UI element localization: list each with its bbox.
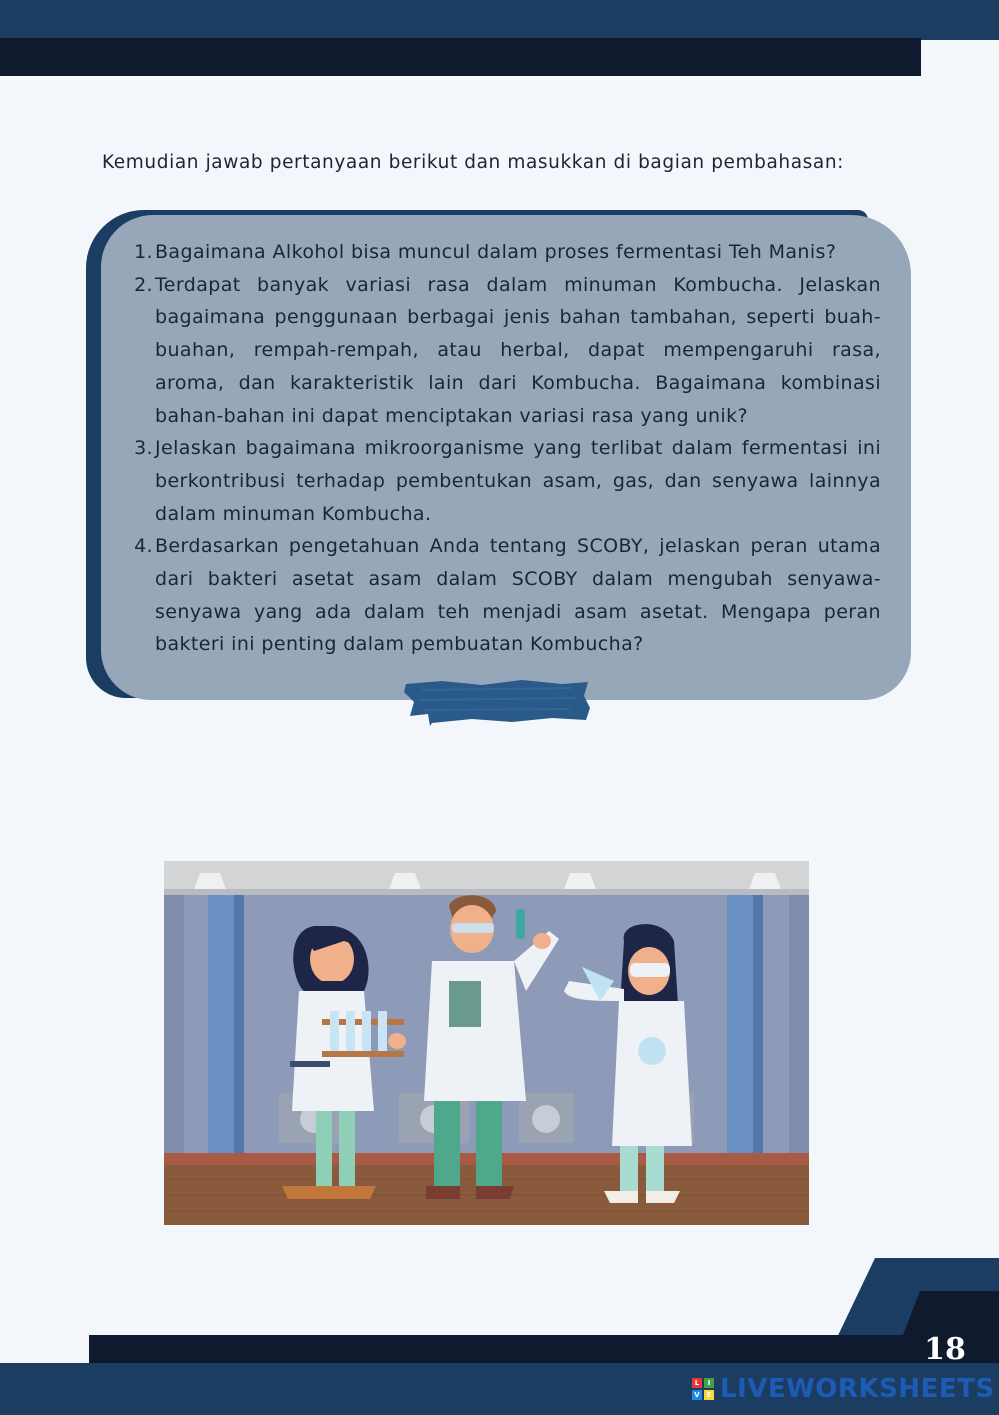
- tape-decoration: [402, 676, 592, 728]
- bottom-footer-bar: [89, 1335, 909, 1365]
- question-number: 3.: [134, 437, 153, 460]
- question-text: Jelaskan bagaimana mikroorganisme yang terlibat dalam fermentasi ini berkontribusi terhadap pembentukan asam, gas, dan senyawa lainnya dalam minuman Kombucha.: [155, 437, 881, 525]
- question-number: 4.: [134, 535, 153, 558]
- watermark-text: LIVEWORKSHEETS: [720, 1374, 995, 1404]
- question-item: [130, 530, 881, 661]
- question-text: Berdasarkan pengetahuan Anda tentang SCOBY, jelaskan peran utama dari bakteri asetat asam dalam SCOBY dalam mengubah senyawa-senyawa yang ada dalam teh menjadi asam asetat. Mengapa peran bakteri ini penting dalam pembuatan Kombucha?: [155, 535, 881, 656]
- liveworksheets-watermark: [692, 1376, 995, 1402]
- top-header-bar: [0, 38, 921, 76]
- page-number: 18: [924, 1332, 966, 1367]
- question-number: 1.: [134, 241, 153, 263]
- question-list: [130, 236, 881, 661]
- question-item: [130, 432, 881, 530]
- intro-text: Kemudian jawab pertanyaan berikut dan masukkan di bagian pembahasan:: [102, 152, 845, 173]
- question-item: [130, 269, 881, 433]
- question-item: [130, 236, 881, 269]
- top-header-band: [0, 0, 999, 40]
- question-number: 2.: [134, 273, 153, 296]
- question-text: Terdapat banyak variasi rasa dalam minuman Kombucha. Jelaskan bagaimana penggunaan berbagai jenis bahan tambahan, seperti buah-buahan, rempah-rempah, atau herbal, dapat mempengaruhi rasa, aroma, dan karakteristik lain dari Kombucha. Bagaimana kombinasi bahan-bahan ini dapat menciptakan variasi rasa yang unik?: [155, 273, 881, 427]
- liveworksheets-logo-icon: L I V E: [692, 1378, 714, 1400]
- question-text: Bagaimana Alkohol bisa muncul dalam proses fermentasi Teh Manis?: [155, 241, 837, 263]
- lab-scientists-illustration: [164, 861, 809, 1225]
